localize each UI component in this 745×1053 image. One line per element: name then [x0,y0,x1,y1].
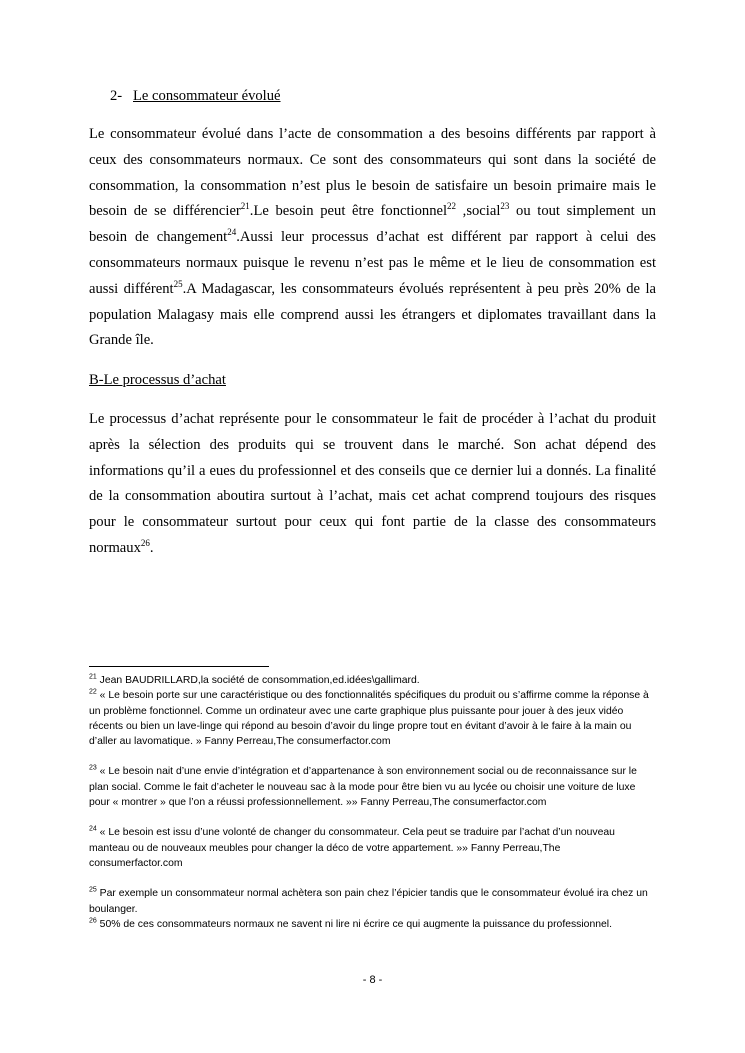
section-number: 2- [110,88,123,104]
footnote-ref-26[interactable]: 26 [140,538,150,549]
footnotes [89,673,655,932]
footnote-23 [89,764,655,810]
footnote-text: Par exemple un consommateur normal achètera son pain chez l’épicier tandis que le consommateur évolué ira chez un boulanger. [89,888,648,915]
footnote-number: 22 [89,688,97,696]
footnote-24 [89,825,655,871]
footnote-ref-24[interactable]: 24 [227,227,237,238]
footnote-text: « Le besoin est issu d’une volonté de changer du consommateur. Cela peut se traduire par l’achat d’un nouveau manteau ou de nouveaux meubles pour changer la déco de votre appartement. »» Fanny Perreau,The consumerfactor.com [89,827,615,869]
footnote-gap [89,810,655,825]
footnote-gap [89,749,655,764]
footnote-22 [89,688,655,749]
footnote-25 [89,886,655,917]
paragraph-text: .A Madagascar, les consommateurs évolués représentent à peu près 20% de la population Malagasy mais elle comprend aussi les étrangers et diplomates travaillant dans la Grande île. [89,280,656,349]
footnote-ref-22[interactable]: 22 [447,201,457,212]
paragraph-text: ,social [456,203,501,220]
footnote-gap [89,871,655,886]
footnote-26 [89,917,655,932]
footnote-text: « Le besoin porte sur une caractéristique ou des fonctionnalités spécifiques du produit ou s’affirme comme la réponse à un problème fonctionnel. Comme un ordinateur avec une carte graphique plus puissante pour jouer à des jeux vidéo récents ou bien un lave-linge qui répond au besoin d’avoir du linge propre tout en évitant d’avoir à le faire à la main ou d’aller au lavomatique. » Fanny Perreau,The consumerfactor.com [89,690,649,748]
footnote-number: 23 [89,765,97,773]
footnote-number: 26 [89,917,97,925]
paragraph-text: .Aussi leur processus d’achat est différent par rapport à celui des consommateurs normaux puisque le revenu n’est pas le même et le lieu de consommation est aussi différent [89,229,656,297]
section-title: Le consommateur évolué [133,88,281,104]
footnote-number: 24 [89,825,97,833]
paragraph-text: Le consommateur évolué dans l’acte de consommation a des besoins différents par rapport à ceux des consommateurs normaux. Ce sont des consommateurs qui sont dans la société de consommation, la consommation n’est plus le besoin de satisfaire un besoin primaire mais le besoin de se différencier [89,126,656,220]
footnote-text: Jean BAUDRILLARD,la société de consommation,ed.idées\gallimard. [96,675,420,686]
footnote-ref-21[interactable]: 21 [240,201,250,212]
footnote-number: 21 [89,673,97,681]
footnote-text: 50% de ces consommateurs normaux ne savent ni lire ni écrire ce qui augmente la puissance du professionnel. [96,918,612,930]
footnote-ref-23[interactable]: 23 [500,201,510,212]
footnote-text: « Le besoin nait d’une envie d’intégration et d’appartenance à son environnement social ou de reconnaissance sur le plan social. Comme le fait d’acheter le nouveau sac à la mode pour être bien vu au lycée ou choisir une voiture de luxe pour « montrer » que l’on a réussi professionnellement. »» Fanny Perreau,The consumerfactor.com [89,766,637,809]
footnote-21 [89,673,655,688]
page-number: - 8 - [362,974,383,986]
paragraph-text: Le processus d’achat représente pour le consommateur le fait de procéder à l’achat du produit après la sélection des produits qui se trouvent dans le marché. Son achat dépend des informations qu’il a eues du professionnel et des conseils que ce dernier lui a donnés. La finalité de la consommation aboutira surtout à l’achat, mais cet achat comprend toujours des risques pour le consommateur surtout pour ceux qui font partie de la classe des consommateurs normaux [89,411,656,556]
footnote-number: 25 [89,886,97,894]
paragraph-text: . [149,539,154,556]
footnote-separator [89,666,269,667]
paragraph-text: .Le besoin peut être fonctionnel [249,203,448,220]
subsection-heading: B-Le processus d’achat [89,372,226,388]
paragraph-processus-achat [89,407,656,562]
footnote-ref-25[interactable]: 25 [173,278,183,289]
section-heading [110,88,281,105]
paragraph-text: ou tout simplement un besoin de changement [89,203,656,246]
paragraph-consommateur-evolue [89,122,656,354]
